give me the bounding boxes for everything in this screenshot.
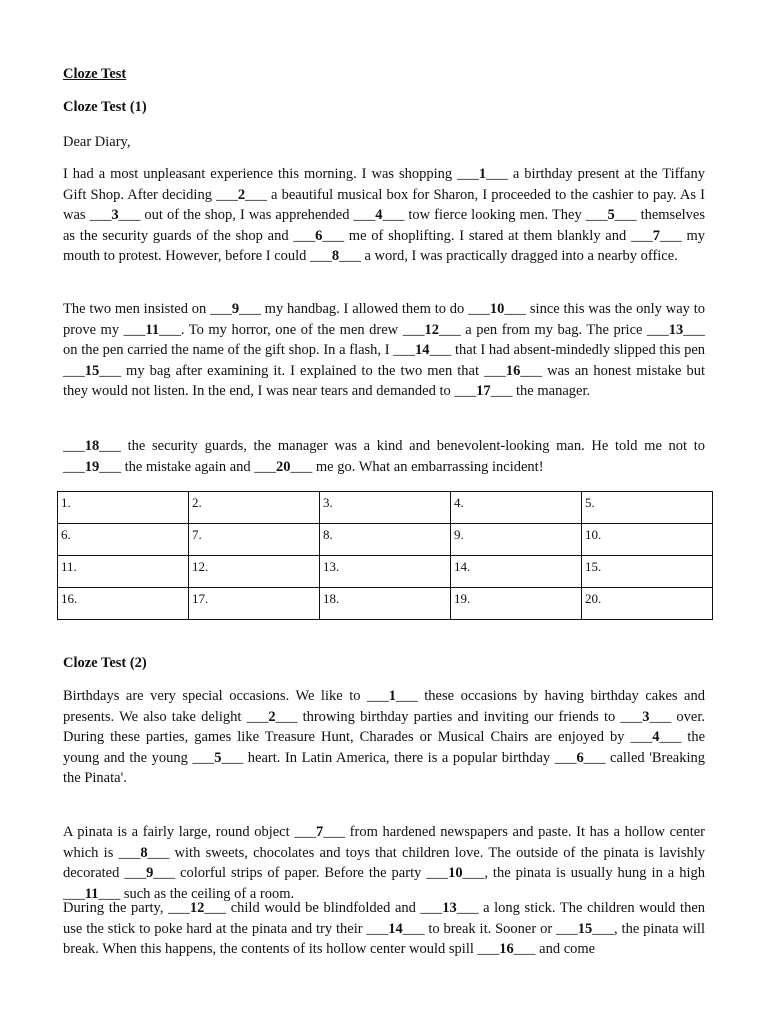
cloze-test-2-heading: Cloze Test (2) bbox=[63, 655, 147, 671]
test2-paragraph-1: Birthdays are very special occasions. We like to ___1___ these occasions by having birthday cakes and presents. We also take delight ___2___ throwing birthday parties and inviting our friends to ___3___ over. During these parties, games like Treasure Hunt, Charades or Musical Chairs are enjoyed by ___4___ the young and the young ___5___ heart. In Latin America, there is a popular birthday ___6___ called 'Breaking the Pinata'. bbox=[63, 688, 706, 787]
blank-number: 10 bbox=[489, 301, 505, 317]
test2-paragraph-2: A pinata is a fairly large, round object ___7___ from hardened newspapers and paste. It has a hollow center which is ___8___ with sweets, chocolates and toys that children love. The outside of the pinata is lavishly decorated ___9___ colorful strips of paper. Before the party ___10___, the pinata is usually hung in a high ___11___ such as the ceiling of a room. bbox=[63, 824, 705, 902]
answer-cell: 10. bbox=[582, 524, 713, 556]
page-title: Cloze Test bbox=[63, 66, 127, 82]
cloze-test-1-heading: Cloze Test (1) bbox=[63, 99, 147, 115]
test2-paragraph-3: During the party, ___12___ child would be blindfolded and ___13___ a long stick. The children would then use the stick to poke hard at the pinata and try their ___14___ to break it. Sooner or ___15___, the pinata will break. When this happens, the contents of its hollow center would spill ___16___ and come bbox=[63, 900, 706, 958]
answer-table bbox=[57, 491, 713, 620]
blank-number: 12 bbox=[189, 900, 205, 916]
answer-cell: 12. bbox=[189, 556, 320, 588]
blank-number: 8 bbox=[331, 248, 340, 265]
blank-number: 13 bbox=[442, 900, 457, 916]
blank-number: 9 bbox=[231, 301, 240, 317]
blank-number: 5 bbox=[214, 749, 222, 766]
blank-number: 20 bbox=[276, 458, 291, 475]
blank-number: 1 bbox=[478, 166, 487, 182]
blank-number: 10 bbox=[448, 865, 463, 882]
blank-number: 8 bbox=[140, 844, 148, 861]
blank-number: 7 bbox=[652, 227, 660, 244]
blank-number: 12 bbox=[424, 321, 439, 338]
answer-cell: 8. bbox=[320, 524, 451, 556]
answer-cell: 3. bbox=[320, 492, 451, 524]
test1-paragraph-2: The two men insisted on ___9___ my handbag. I allowed them to do ___10___ since this was the only way to prove my ___11___. To my horror, one of the men drew ___12___ a pen from my bag. The price ___13___ on the pen carried the name of the gift shop. In a flash, I ___14___ that I had absent-mindedly slipped this pen ___15___ my bag after examining it. I explained to the two men that ___16___ was an honest mistake but they would not listen. In the end, I was near tears and demanded to ___17___ the manager. bbox=[63, 301, 706, 400]
blank-number: 2 bbox=[268, 708, 276, 725]
answer-cell: 5. bbox=[582, 492, 713, 524]
blank-number: 6 bbox=[576, 749, 584, 766]
answer-cell: 17. bbox=[189, 588, 320, 620]
blank-number: 17 bbox=[476, 383, 491, 400]
blank-number: 16 bbox=[505, 362, 521, 379]
table-row bbox=[58, 524, 713, 556]
blank-number: 14 bbox=[388, 920, 403, 937]
answer-cell: 16. bbox=[58, 588, 189, 620]
answer-cell: 1. bbox=[58, 492, 189, 524]
answer-cell: 7. bbox=[189, 524, 320, 556]
answer-cell: 19. bbox=[451, 588, 582, 620]
blank-number: 13 bbox=[668, 321, 684, 338]
blank-number: 2 bbox=[237, 186, 246, 203]
blank-number: 11 bbox=[84, 885, 99, 902]
answer-cell: 9. bbox=[451, 524, 582, 556]
blank-number: 3 bbox=[642, 708, 650, 725]
answer-cell: 6. bbox=[58, 524, 189, 556]
answer-cell: 4. bbox=[451, 492, 582, 524]
blank-number: 4 bbox=[375, 207, 383, 224]
blank-number: 1 bbox=[388, 688, 396, 704]
blank-number: 14 bbox=[415, 342, 430, 359]
blank-number: 15 bbox=[84, 362, 100, 379]
answer-cell: 2. bbox=[189, 492, 320, 524]
answer-cell: 18. bbox=[320, 588, 451, 620]
answer-cell: 11. bbox=[58, 556, 189, 588]
blank-number: 3 bbox=[111, 207, 119, 224]
blank-number: 18 bbox=[84, 438, 100, 454]
blank-number: 11 bbox=[145, 321, 160, 338]
answer-cell: 13. bbox=[320, 556, 451, 588]
blank-number: 4 bbox=[652, 729, 660, 746]
table-row bbox=[58, 556, 713, 588]
answer-cell: 14. bbox=[451, 556, 582, 588]
blank-number: 5 bbox=[607, 207, 615, 224]
blank-number: 9 bbox=[146, 865, 154, 882]
blank-number: 15 bbox=[577, 920, 593, 937]
table-row bbox=[58, 588, 713, 620]
blank-number: 19 bbox=[84, 458, 100, 475]
salutation: Dear Diary, bbox=[63, 134, 131, 150]
answer-cell: 15. bbox=[582, 556, 713, 588]
test1-paragraph-1: I had a most unpleasant experience this morning. I was shopping ___1___ a birthday present at the Tiffany Gift Shop. After deciding ___2___ a beautiful musical box for Sharon, I proceeded to the cashier to pay. As I was ___3___ out of the shop, I was apprehended ___4___ tow fierce looking men. They ___5___ themselves as the security guards of the shop and ___6___ me of shoplifting. I stared at them blankly and ___7___ my mouth to protest. However, before I could ___8___ a word, I was practically dragged into a nearby office. bbox=[63, 166, 705, 265]
test1-paragraph-3: ___18___ the security guards, the manager was a kind and benevolent-looking man. He told me not to ___19___ the mistake again and ___20___ me go. What an embarrassing incident! bbox=[63, 438, 705, 475]
blank-number: 6 bbox=[315, 227, 323, 244]
blank-number: 7 bbox=[316, 824, 324, 840]
blank-number: 16 bbox=[499, 941, 514, 958]
answer-cell: 20. bbox=[582, 588, 713, 620]
table-row bbox=[58, 492, 713, 524]
